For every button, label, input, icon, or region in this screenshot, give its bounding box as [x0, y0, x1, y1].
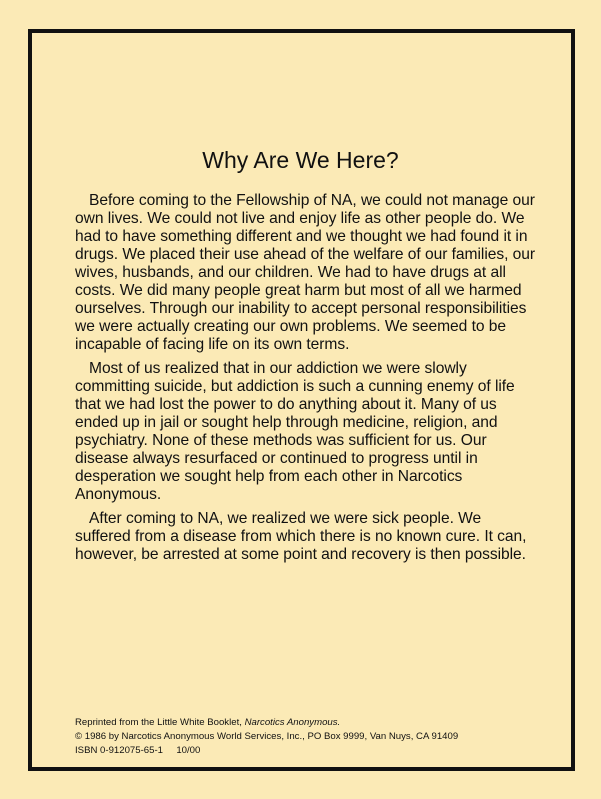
- paragraph-1: Before coming to the Fellowship of NA, we could not manage our own lives. We could not live and enjoy life as other people do. We had to have something different and we thought we had found it in drugs. We placed their use ahead of the welfare of our families, our wives, husbands, and our children. We had to have drugs at all costs. We did many people great harm but most of all we harmed ourselves. Through our inability to accept personal responsibilities we were actually creating our own problems. We seemed to be incapable of facing life on its own terms.: [75, 192, 536, 353]
- footer: [75, 716, 545, 758]
- copyright-line: © 1986 by Narcotics Anonymous World Services, Inc., PO Box 9999, Van Nuys, CA 91409: [75, 731, 459, 742]
- reprint-source: Narcotics Anonymous.: [244, 717, 341, 728]
- reprint-line: [75, 716, 545, 730]
- paragraph-3: After coming to NA, we realized we were sick people. We suffered from a disease from which there is no known cure. It can, however, be arrested at some point and recovery is then possible.: [75, 510, 527, 563]
- paragraph-2: Most of us realized that in our addiction we were slowly committing suicide, but addiction is such a cunning enemy of life that we had lost the power to do anything about it. Many of us ended up in jail or sought help through medicine, religion, and psychiatry. None of these methods was sufficient for us. Our disease always resurfaced or continued to progress until in desperation we sought help from each other in Narcotics Anonymous.: [75, 360, 515, 503]
- body-text: [75, 192, 537, 570]
- page-title: Why Are We Here?: [202, 147, 399, 173]
- reprint-prefix: Reprinted from the Little White Booklet,: [75, 717, 245, 728]
- isbn-line: ISBN 0-912075-65-1 10/00: [75, 745, 201, 756]
